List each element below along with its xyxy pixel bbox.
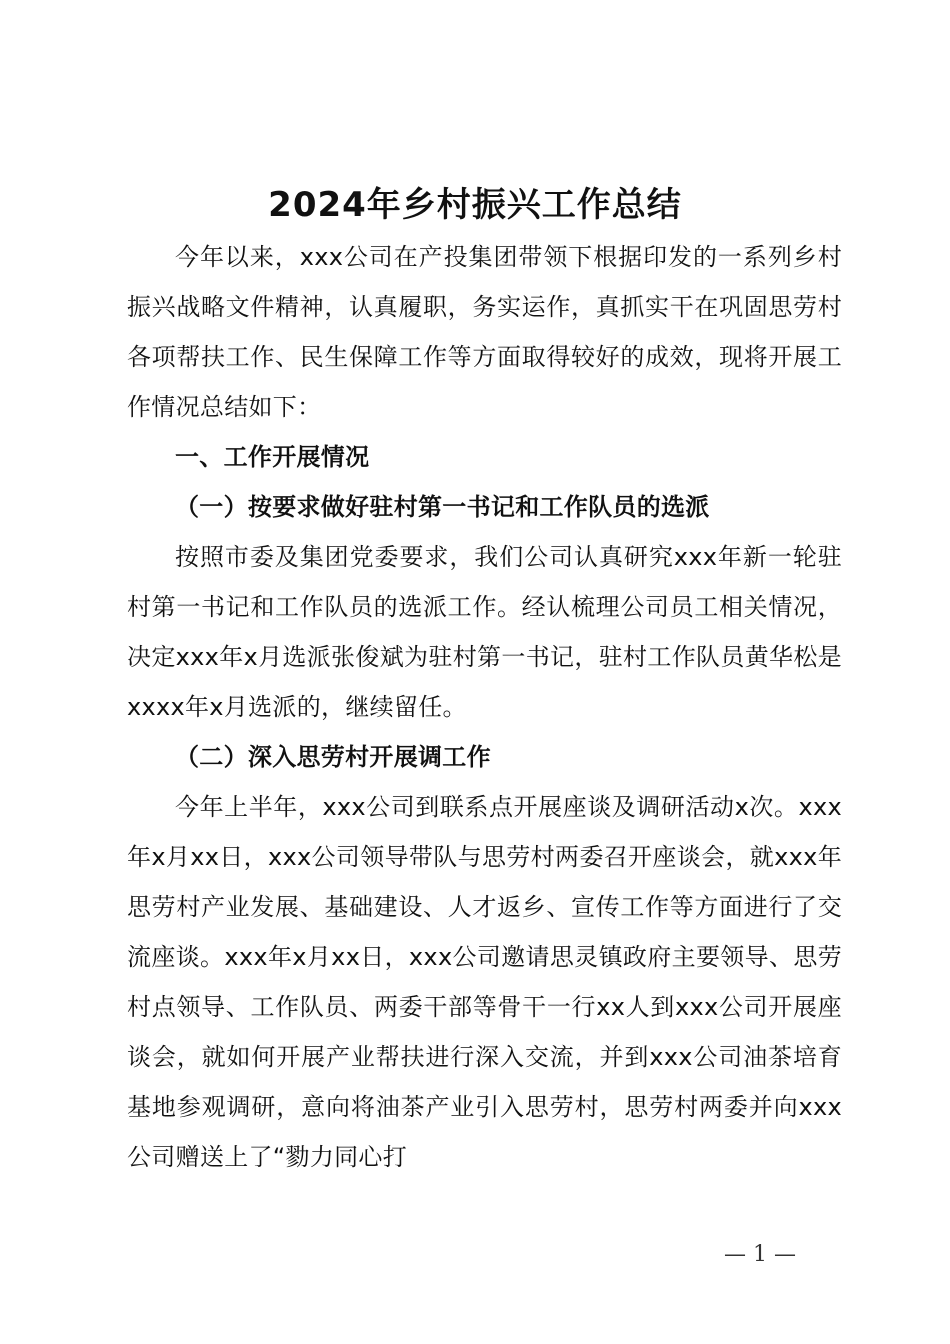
- subsection-heading-1: （一）按要求做好驻村第一书记和工作队员的选派: [175, 493, 710, 521]
- document-body: [127, 232, 842, 1182]
- page-number: — 1 —: [724, 1242, 796, 1267]
- subsection-1-paragraph: 按照市委及集团党委要求，我们公司认真研究xxx年新一轮驻村第一书记和工作队员的选派工作。经认梳理公司员工相关情况，决定xxx年x月选派张俊斌为驻村第一书记，驻村工作队员黄华松是xxxx年x月选派的，继续留任。: [127, 543, 842, 721]
- subsection-heading-2: （二）深入思劳村开展调工作: [175, 743, 491, 771]
- document-title: 2024年乡村振兴工作总结: [268, 185, 682, 225]
- intro-paragraph: 今年以来，xxx公司在产投集团带领下根据印发的一系列乡村振兴战略文件精神，认真履职，务实运作，真抓实干在巩固思劳村各项帮扶工作、民生保障工作等方面取得较好的成效，现将开展工作情况总结如下：: [127, 243, 842, 421]
- subsection-2-paragraph: 今年上半年，xxx公司到联系点开展座谈及调研活动x次。xxx年x月xx日，xxx公司领导带队与思劳村两委召开座谈会，就xxx年思劳村产业发展、基础建设、人才返乡、宣传工作等方面进行了交流座谈。xxx年x月xx日，xxx公司邀请思灵镇政府主要领导、思劳村点领导、工作队员、两委干部等骨干一行xx人到xxx公司开展座谈会，就如何开展产业帮扶进行深入交流，并到xxx公司油茶培育基地参观调研，意向将油茶产业引入思劳村，思劳村两委并向xxx公司赠送上了“勠力同心打: [127, 793, 842, 1171]
- section-heading-1: 一、工作开展情况: [175, 443, 370, 471]
